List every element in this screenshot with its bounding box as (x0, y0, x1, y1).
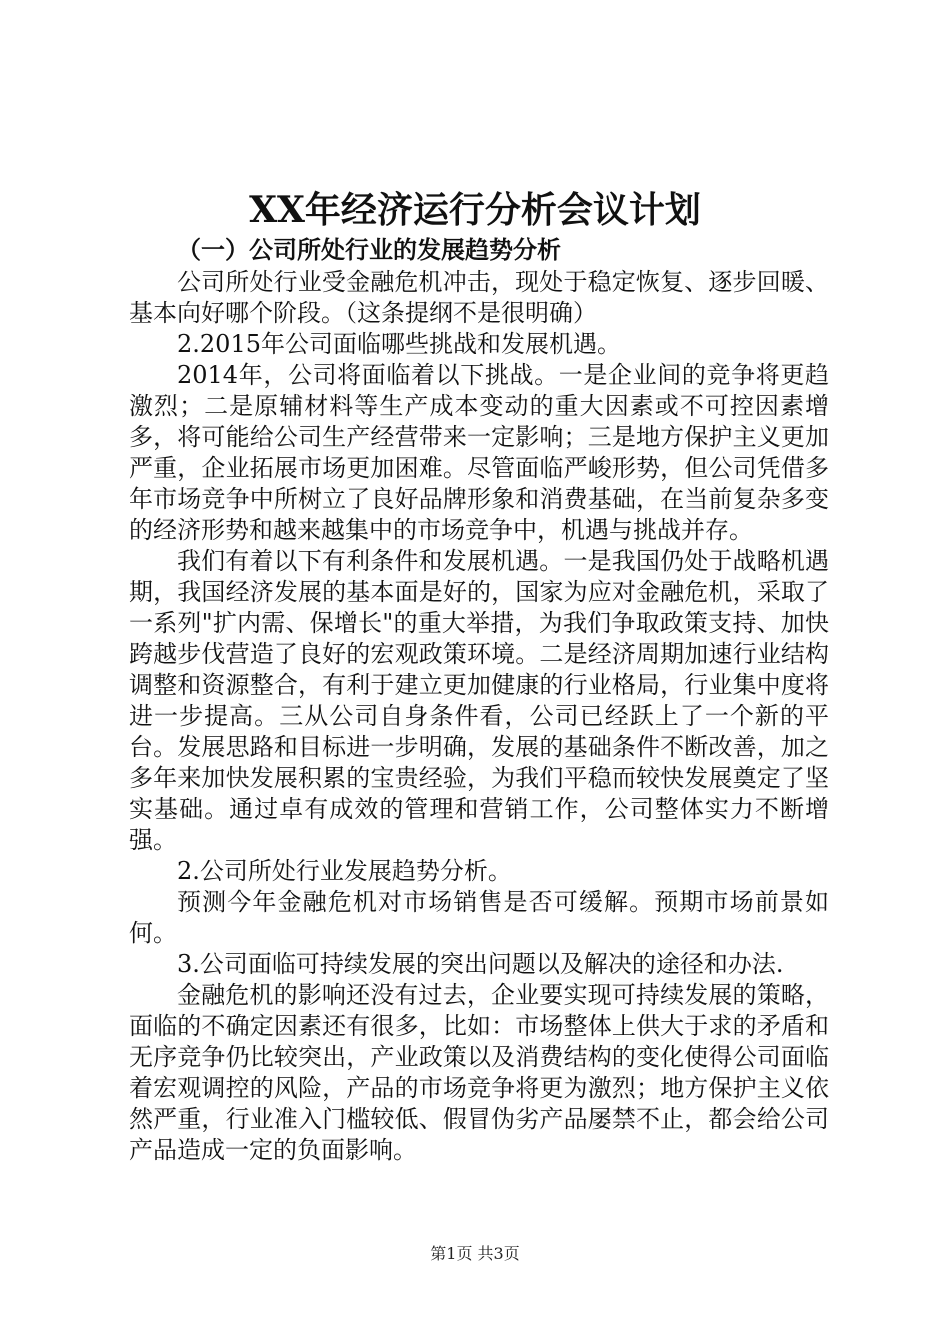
paragraph-opportunities: 我们有着以下有利条件和发展机遇。一是我国仍处于战略机遇期，我国经济发展的基本面是好的，国家为应对金融危机，采取了一系列"扩内需、保增长"的重大举措，为我们争取政策支持、加快跨越步伐营造了良好的宏观政策环境。二是经济周期加速行业结构调整和资源整合，有利于建立更加健康的行业格局，行业集中度将进一步提高。三从公司自身条件看，公司已经跃上了一个新的平台。发展思路和目标进一步明确，发展的基础条件不断改善，加之多年来加快发展积累的宝贵经验，为我们平稳而较快发展奠定了坚实基础。通过卓有成效的管理和营销工作，公司整体实力不断增强。 (129, 547, 829, 854)
document-body (129, 234, 829, 1166)
paragraph-challenges: 2014年，公司将面临着以下挑战。一是企业间的竞争将更趋激烈；二是原辅材料等生产成本变动的重大因素或不可控因素增多，将可能给公司生产经营带来一定影响；三是地方保护主义更加严重，企业拓展市场更加困难。尽管面临严峻形势，但公司凭借多年市场竞争中所树立了良好品牌形象和消费基础，在当前复杂多变的经济形势和越来越集中的市场竞争中，机遇与挑战并存。 (129, 361, 829, 544)
document-title: XX年经济运行分析会议计划 (249, 189, 701, 231)
paragraph-problems-heading: 3.公司面临可持续发展的突出问题以及解决的途径和办法. (177, 950, 784, 978)
page-number-footer: 第1页 共3页 (430, 1244, 520, 1263)
paragraph-industry-stage: 公司所处行业受金融危机冲击，现处于稳定恢复、逐步回暖、基本向好哪个阶段。（这条提纲不是很明确） (129, 268, 829, 327)
paragraph-trend-heading: 2.公司所处行业发展趋势分析。 (177, 857, 512, 885)
paragraph-forecast: 预测今年金融危机对市场销售是否可缓解。预期市场前景如何。 (129, 888, 829, 947)
section-heading: （一）公司所处行业的发展趋势分析 (177, 236, 561, 264)
paragraph-challenges-heading: 2.2015年公司面临哪些挑战和发展机遇。 (177, 330, 621, 358)
paragraph-problems: 金融危机的影响还没有过去，企业要实现可持续发展的策略，面临的不确定因素还有很多，比如：市场整体上供大于求的矛盾和无序竞争仍比较突出，产业政策以及消费结构的变化使得公司面临着宏观调控的风险，产品的市场竞争将更为激烈；地方保护主义依然严重，行业准入门槛较低、假冒伪劣产品屡禁不止，都会给公司产品造成一定的负面影响。 (129, 981, 829, 1164)
